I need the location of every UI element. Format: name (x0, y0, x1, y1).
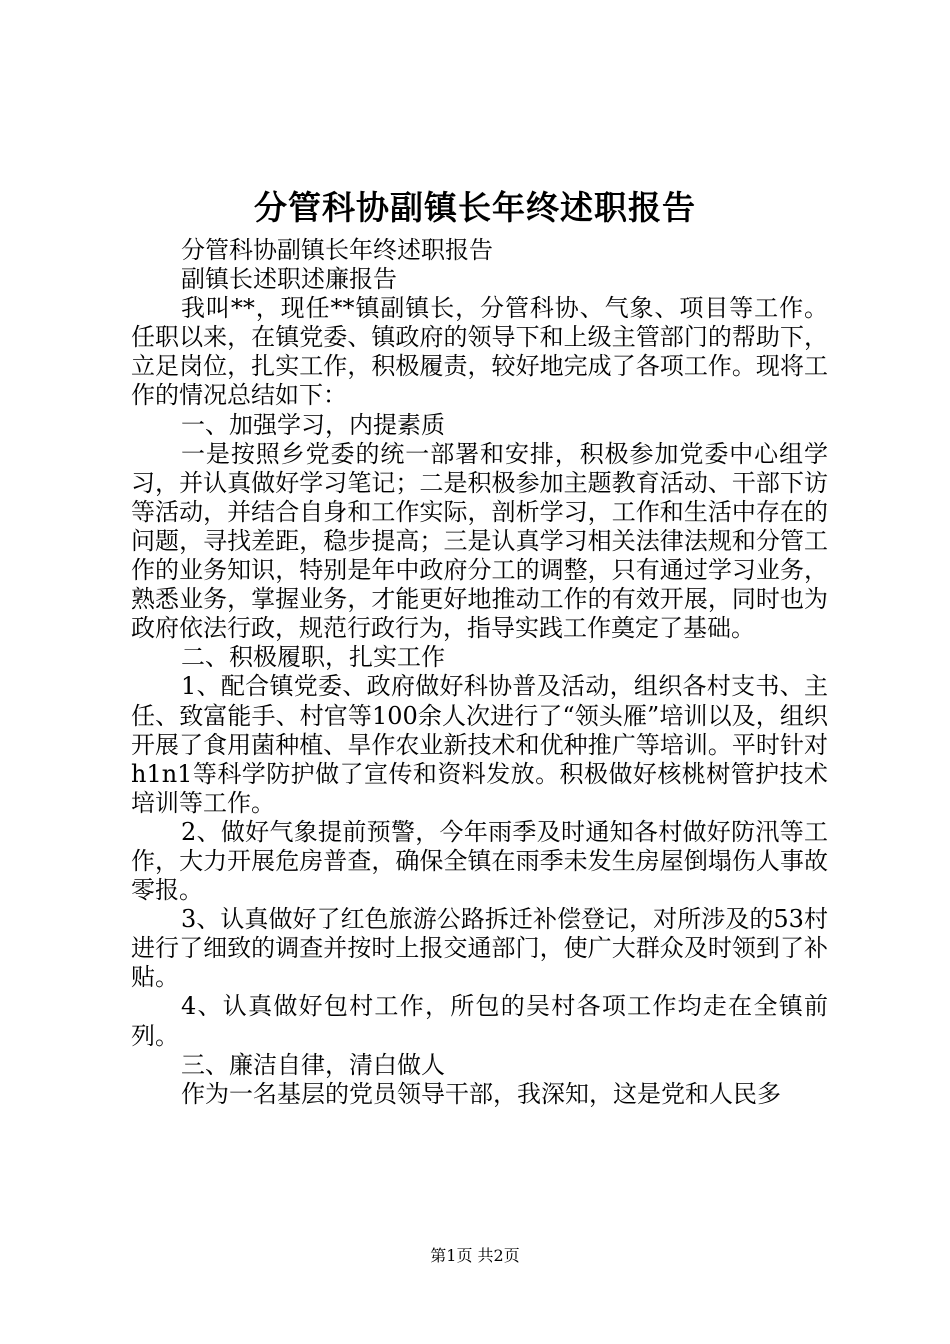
section-heading-1: 一、加强学习，内提素质 (181, 410, 445, 439)
paragraph-item-1: 1、配合镇党委、政府做好科协普及活动，组织各村支书、主任、致富能手、村官等100余人次进行了“领头雁”培训以及，组织开展了食用菌种植、旱作农业新技术和优种推广等培训。平时针对h1n1等科学防护做了宣传和资料发放。积极做好核桃树管护技术培训等工作。 (131, 672, 828, 817)
paragraph-item-4: 4、认真做好包村工作，所包的吴村各项工作均走在全镇前列。 (131, 992, 828, 1050)
paragraph-subtitle-2: 副镇长述职述廉报告 (181, 265, 397, 294)
section-heading-3: 三、廉洁自律，清白做人 (181, 1050, 445, 1079)
paragraph-item-3: 3、认真做好了红色旅游公路拆迁补偿登记，对所涉及的53村进行了细致的调查并按时上报交通部门，使广大群众及时领到了补贴。 (131, 905, 828, 992)
document-title: 分管科协副镇长年终述职报告 (254, 188, 696, 227)
paragraph-intro: 我叫**，现任**镇副镇长，分管科协、气象、项目等工作。任职以来，在镇党委、镇政府的领导下和上级主管部门的帮助下，立足岗位，扎实工作，积极履责，较好地完成了各项工作。现将工作的情况总结如下： (131, 294, 828, 410)
paragraph-item-2: 2、做好气象提前预警，今年雨季及时通知各村做好防汛等工作，大力开展危房普查，确保全镇在雨季未发生房屋倒塌伤人事故零报。 (131, 817, 828, 905)
page-footer: 第1页 共2页 (430, 1246, 520, 1265)
document-body (131, 236, 828, 1109)
paragraph-integrity: 作为一名基层的党员领导干部，我深知，这是党和人民多 (181, 1079, 781, 1108)
section-heading-2: 二、积极履职，扎实工作 (181, 643, 445, 672)
paragraph-subtitle-1: 分管科协副镇长年终述职报告 (181, 236, 493, 264)
paragraph-study: 一是按照乡党委的统一部署和安排，积极参加党委中心组学习，并认真做好学习笔记；二是积极参加主题教育活动、干部下访等活动，并结合自身和工作实际，剖析学习，工作和生活中存在的问题，寻找差距，稳步提高；三是认真学习相关法律法规和分管工作的业务知识，特别是年中政府分工的调整，只有通过学习业务，熟悉业务，掌握业务，才能更好地推动工作的有效开展，同时也为政府依法行政，规范行政行为，指导实践工作奠定了基础。 (131, 439, 828, 643)
